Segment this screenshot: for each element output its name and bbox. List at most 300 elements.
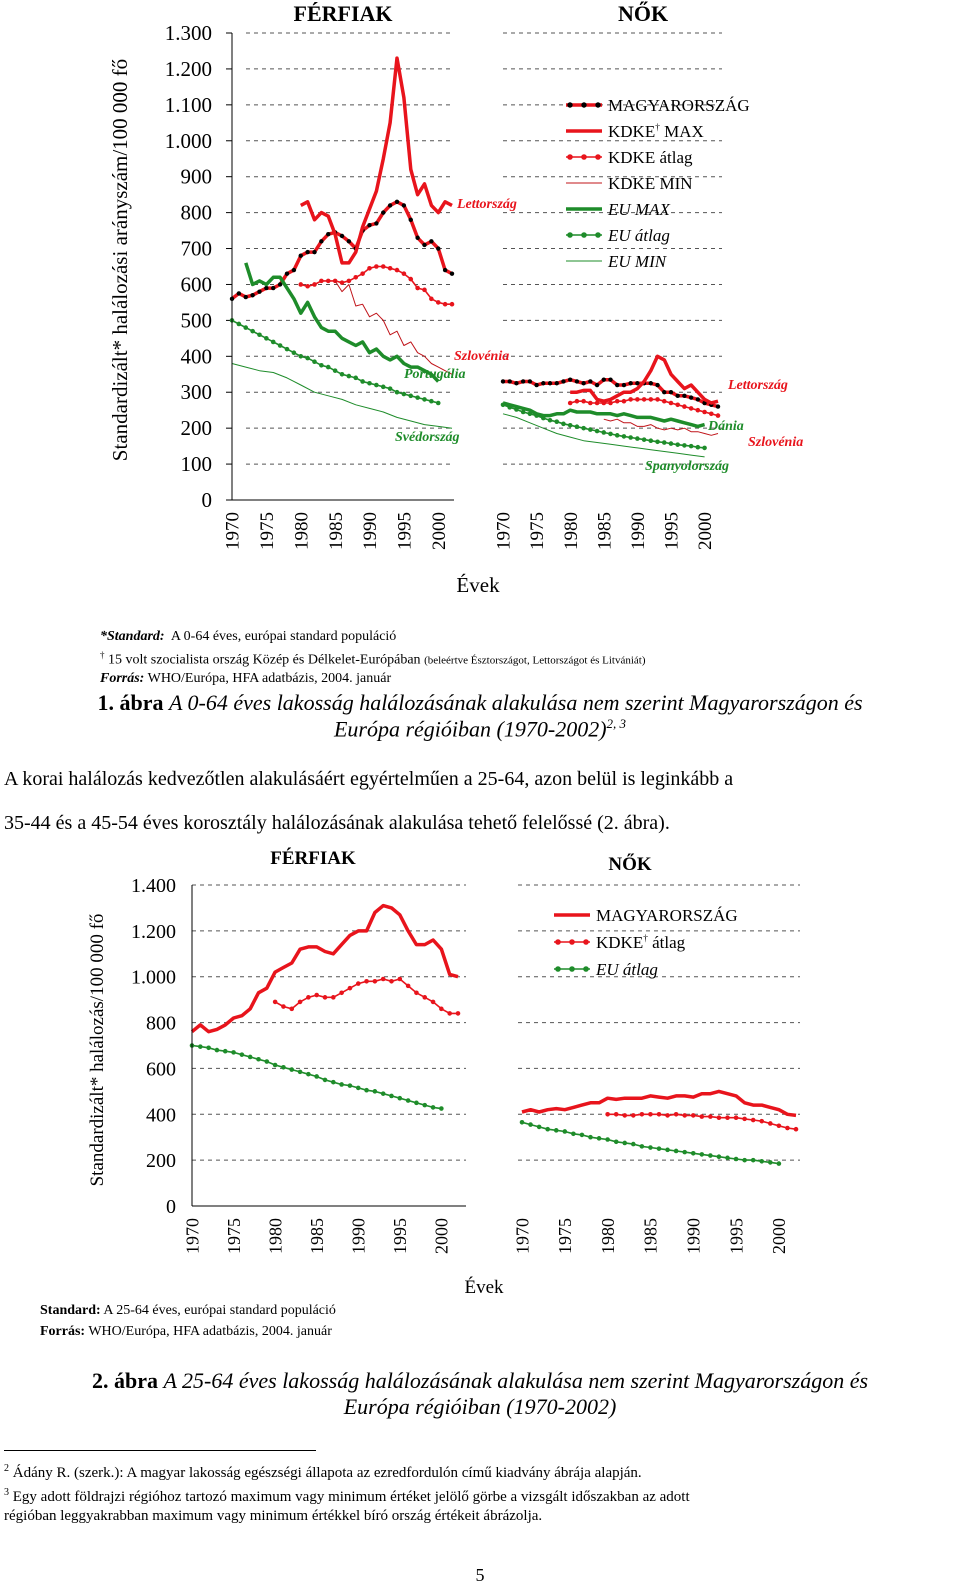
data-point-eu-tlag xyxy=(657,1146,662,1151)
data-point-eu-tlag xyxy=(292,350,297,355)
legend-marker xyxy=(581,102,586,107)
legend-label: KDKE MIN xyxy=(608,174,693,193)
data-point-magyarorsz-g xyxy=(675,394,679,398)
data-point-magyarorsz-g xyxy=(257,289,261,293)
fig2-xlabel: Évek xyxy=(464,1277,504,1298)
data-point-eu-tlag xyxy=(431,1105,436,1110)
data-point-kdke-tlag xyxy=(273,1000,278,1005)
data-point-kdke-tlag xyxy=(326,279,331,284)
data-point-kdke-tlag xyxy=(431,1000,436,1005)
data-point-kdke-tlag xyxy=(657,1112,662,1117)
data-point-magyarorsz-g xyxy=(250,293,254,297)
fig2-title-left: FÉRFIAK xyxy=(270,848,356,869)
data-point-magyarorsz-g xyxy=(285,271,289,275)
body-paragraph-line2: 35-44 és a 45-54 éves korosztály halálozásának alakulása tehető felelőssé (2. ábra). xyxy=(4,812,670,834)
y-tick-label: 1.400 xyxy=(131,875,176,897)
data-point-kdke-tlag xyxy=(406,984,411,989)
x-tick-label: 2000 xyxy=(769,1218,790,1254)
data-point-kdke-tlag xyxy=(439,1007,444,1012)
data-point-eu-tlag xyxy=(742,1158,747,1163)
data-point-kdke-tlag xyxy=(415,286,420,291)
data-point-eu-tlag xyxy=(568,423,573,428)
data-point-kdke-tlag xyxy=(456,1011,461,1016)
fig1-annot-svedorszag: Svédország xyxy=(395,430,460,445)
data-point-eu-tlag xyxy=(278,343,283,348)
data-point-magyarorsz-g xyxy=(367,223,371,227)
data-point-kdke-tlag xyxy=(414,990,419,995)
fig1-dagger-small: (beleértve Észtországot, Lettországot és Litvániát) xyxy=(424,654,646,667)
y-tick-label: 1.200 xyxy=(164,56,212,81)
data-point-magyarorsz-g xyxy=(696,397,700,401)
data-point-eu-tlag xyxy=(298,354,303,359)
series-line-eu-tlag xyxy=(522,1122,779,1163)
x-tick-label: 1990 xyxy=(348,1218,369,1254)
data-point-eu-tlag xyxy=(285,347,290,352)
legend-marker xyxy=(555,939,561,945)
data-point-eu-tlag xyxy=(381,1091,386,1096)
x-tick-label: 1995 xyxy=(390,1218,411,1254)
data-point-kdke-tlag xyxy=(708,1114,713,1119)
legend-label-rest: MAX xyxy=(659,122,704,141)
data-point-eu-tlag xyxy=(640,1144,645,1149)
data-point-magyarorsz-g xyxy=(662,390,666,394)
x-tick-label: 1985 xyxy=(640,1218,661,1254)
series-line-magyarorsz-g xyxy=(192,906,458,1032)
data-point-kdke-tlag xyxy=(305,284,310,289)
data-point-eu-tlag xyxy=(751,1158,756,1163)
data-point-eu-tlag xyxy=(248,1055,253,1060)
data-point-eu-tlag xyxy=(256,1057,261,1062)
footnote-separator xyxy=(4,1450,316,1451)
data-point-magyarorsz-g xyxy=(271,286,275,290)
data-point-kdke-tlag xyxy=(628,397,633,402)
data-point-eu-tlag xyxy=(649,438,654,443)
data-point-eu-tlag xyxy=(388,386,393,391)
data-point-eu-tlag xyxy=(215,1048,220,1053)
y-tick-label: 100 xyxy=(180,452,212,477)
data-point-kdke-tlag xyxy=(356,981,361,986)
fig2-standard-text: A 25-64 éves, európai standard populáció xyxy=(103,1303,336,1318)
data-point-eu-tlag xyxy=(250,329,255,334)
legend-label: EU MIN xyxy=(608,252,667,271)
fig2-standard-label: Standard: xyxy=(40,1303,101,1318)
data-point-magyarorsz-g xyxy=(602,377,606,381)
legend-marker xyxy=(567,102,572,107)
fig1-caption-text2: Európa régióiban (1970-2002) xyxy=(333,716,607,742)
data-point-eu-tlag xyxy=(675,442,680,447)
fig1-caption-text: A 0-64 éves lakosság halálozásának alakulása nem szerint Magyarországon és xyxy=(168,690,863,715)
x-tick-label: 1995 xyxy=(394,512,416,550)
y-tick-label: 800 xyxy=(180,200,212,225)
data-point-eu-tlag xyxy=(674,1149,679,1154)
x-tick-label: 1975 xyxy=(555,1218,576,1254)
legend-marker xyxy=(595,232,601,238)
y-tick-label: 500 xyxy=(180,308,212,333)
data-point-magyarorsz-g xyxy=(319,239,323,243)
data-point-eu-tlag xyxy=(348,1083,353,1088)
x-tick-label: 1980 xyxy=(291,512,313,550)
fig2-standard-note xyxy=(40,1303,336,1319)
data-point-eu-tlag xyxy=(381,385,386,390)
data-point-eu-tlag xyxy=(323,1078,328,1083)
y-tick-label: 800 xyxy=(146,1012,176,1035)
fig1-legend xyxy=(566,96,750,271)
data-point-magyarorsz-g xyxy=(608,377,612,381)
x-tick-label: 2000 xyxy=(695,512,717,550)
y-tick-label: 1.000 xyxy=(131,966,176,989)
fig1-source-text: WHO/Európa, HFA adatbázis, 2004. január xyxy=(147,671,392,686)
data-point-kdke-tlag xyxy=(402,271,407,276)
x-tick-label: 1975 xyxy=(257,512,279,550)
data-point-kdke-tlag xyxy=(785,1126,790,1131)
series-line-kdke-tlag xyxy=(275,979,458,1013)
legend-marker xyxy=(567,232,573,238)
fig1-caption-label: 1. ábra xyxy=(97,690,164,715)
series-line-kdke-max xyxy=(301,58,452,263)
data-point-eu-tlag xyxy=(561,422,566,427)
data-point-kdke-tlag xyxy=(422,995,427,1000)
data-point-kdke-tlag xyxy=(691,1113,696,1118)
legend-marker xyxy=(567,154,573,160)
fig1-title-left: FÉRFIAK xyxy=(293,1,393,26)
data-point-eu-tlag xyxy=(528,1122,533,1127)
data-point-magyarorsz-g xyxy=(682,394,686,398)
figure-1-caption xyxy=(0,690,960,742)
footnote-2-number: 2 xyxy=(4,1463,9,1474)
data-point-magyarorsz-g xyxy=(244,295,248,299)
legend-marker xyxy=(595,102,600,107)
data-point-magyarorsz-g xyxy=(628,381,632,385)
fig1-annot-szlovenia-f: Szlovénia xyxy=(748,435,804,450)
data-point-eu-tlag xyxy=(700,1152,705,1157)
data-point-kdke-tlag xyxy=(717,1115,722,1120)
data-point-eu-tlag xyxy=(231,1050,236,1055)
data-point-kdke-tlag xyxy=(447,1011,452,1016)
data-point-kdke-tlag xyxy=(702,410,707,415)
data-point-magyarorsz-g xyxy=(443,268,447,272)
data-point-kdke-tlag xyxy=(398,977,403,982)
data-point-eu-tlag xyxy=(364,1088,369,1093)
x-tick-label: 1990 xyxy=(683,1218,704,1254)
body-paragraph-line1: A korai halálozás kedvezőtlen alakulásáért egyértelműen a 25-64, azon belül is leginkább a xyxy=(4,768,734,790)
fig1-annot-spanyolorszag: Spanyolország xyxy=(645,459,730,474)
fig1-dagger-note: † 15 volt szocialista ország Közép és Délkelet-Európában (beleértve Észtországot, Lettországot és Litvániát) xyxy=(100,650,646,668)
data-point-eu-tlag xyxy=(265,1059,270,1064)
data-point-magyarorsz-g xyxy=(568,377,572,381)
data-point-eu-tlag xyxy=(725,1156,730,1161)
fig1-ylabel: Standardizált* halálozási arányszám/100 000 fő xyxy=(108,58,132,462)
legend-label: MAGYARORSZÁG xyxy=(596,906,738,925)
figure-2-caption xyxy=(0,1368,960,1420)
data-point-magyarorsz-g xyxy=(429,239,433,243)
data-point-kdke-tlag xyxy=(655,397,660,402)
legend-dagger: † xyxy=(643,934,648,944)
data-point-magyarorsz-g xyxy=(649,381,653,385)
x-tick-label: 1970 xyxy=(222,512,244,550)
x-tick-label: 1980 xyxy=(560,512,582,550)
y-tick-label: 0 xyxy=(201,488,212,512)
data-point-magyarorsz-g xyxy=(374,221,378,225)
x-tick-label: 1975 xyxy=(527,512,549,550)
legend-dagger: † xyxy=(655,123,660,133)
data-point-kdke-tlag xyxy=(436,300,441,305)
data-point-kdke-tlag xyxy=(319,279,324,284)
data-point-eu-tlag xyxy=(615,433,620,438)
data-point-magyarorsz-g xyxy=(299,254,303,258)
data-point-eu-tlag xyxy=(333,368,338,373)
fig2-caption-label: 2. ábra xyxy=(91,1368,158,1393)
y-tick-label: 700 xyxy=(180,236,212,261)
data-point-kdke-tlag xyxy=(347,279,352,284)
data-point-magyarorsz-g xyxy=(581,381,585,385)
y-tick-label: 400 xyxy=(180,344,212,369)
legend-label: EU MAX xyxy=(608,200,670,219)
data-point-kdke-tlag xyxy=(381,977,386,982)
data-point-eu-tlag xyxy=(429,399,434,404)
data-point-magyarorsz-g xyxy=(436,246,440,250)
data-point-kdke-tlag xyxy=(682,404,687,409)
legend-marker xyxy=(583,966,589,972)
y-tick-label: 200 xyxy=(146,1150,176,1173)
data-point-eu-tlag xyxy=(406,1098,411,1103)
data-point-kdke-tlag xyxy=(373,979,378,984)
data-point-eu-tlag xyxy=(373,1089,378,1094)
data-point-kdke-tlag xyxy=(289,1007,294,1012)
data-point-kdke-tlag xyxy=(374,264,379,269)
x-tick-label: 1990 xyxy=(628,512,650,550)
data-point-kdke-tlag xyxy=(312,282,317,287)
data-point-kdke-tlag xyxy=(429,297,434,302)
data-point-magyarorsz-g xyxy=(669,390,673,394)
data-point-eu-tlag xyxy=(642,437,647,442)
fig2-caption-text: A 25-64 éves lakosság halálozásának alakulása nem szerint Magyarországon és xyxy=(163,1368,869,1393)
x-tick-label: 2000 xyxy=(431,1218,452,1254)
fig1-source-label: Forrás: xyxy=(100,671,145,686)
data-point-kdke-tlag xyxy=(408,277,413,282)
data-point-eu-tlag xyxy=(273,1063,278,1068)
data-point-eu-tlag xyxy=(271,340,276,345)
legend-marker xyxy=(569,939,575,945)
legend-marker xyxy=(595,154,601,160)
data-point-eu-tlag xyxy=(415,395,420,400)
data-point-eu-tlag xyxy=(414,1101,419,1106)
data-point-kdke-tlag xyxy=(595,401,600,406)
figure-2-chart xyxy=(0,840,960,1300)
data-point-kdke-tlag xyxy=(381,264,386,269)
data-point-kdke-tlag xyxy=(333,279,338,284)
data-point-kdke-tlag xyxy=(298,282,303,287)
data-point-eu-tlag xyxy=(563,1129,568,1134)
data-point-eu-tlag xyxy=(507,405,512,410)
data-point-kdke-tlag xyxy=(367,266,372,271)
legend-marker xyxy=(555,966,561,972)
data-point-kdke-tlag xyxy=(364,979,369,984)
y-tick-label: 600 xyxy=(180,272,212,297)
data-point-eu-tlag xyxy=(436,401,441,406)
data-point-magyarorsz-g xyxy=(588,379,592,383)
page-number: 5 xyxy=(475,1565,485,1585)
data-point-kdke-tlag xyxy=(443,302,448,307)
data-point-eu-tlag xyxy=(622,1141,627,1146)
data-point-eu-tlag xyxy=(501,403,506,408)
data-point-kdke-tlag xyxy=(601,401,606,406)
legend-marker xyxy=(583,939,589,945)
data-point-kdke-tlag xyxy=(725,1115,730,1120)
x-tick-label: 1995 xyxy=(661,512,683,550)
data-point-eu-tlag xyxy=(439,1106,444,1111)
data-point-eu-tlag xyxy=(631,1142,636,1147)
legend-marker xyxy=(581,154,587,160)
data-point-eu-tlag xyxy=(571,1131,576,1136)
footnote-3-number: 3 xyxy=(4,1487,9,1498)
data-point-magyarorsz-g xyxy=(622,383,626,387)
data-point-eu-tlag xyxy=(702,446,707,451)
data-point-eu-tlag xyxy=(691,1151,696,1156)
data-point-magyarorsz-g xyxy=(501,379,505,383)
data-point-kdke-tlag xyxy=(648,1112,653,1117)
y-tick-label: 1.000 xyxy=(164,128,212,153)
legend-label: EU átlag xyxy=(596,960,658,979)
data-point-eu-tlag xyxy=(402,392,407,397)
data-point-kdke-tlag xyxy=(605,1112,610,1117)
data-point-kdke-tlag xyxy=(649,397,654,402)
y-tick-label: 300 xyxy=(180,380,212,405)
data-point-magyarorsz-g xyxy=(450,271,454,275)
data-point-eu-tlag xyxy=(622,434,627,439)
data-point-eu-tlag xyxy=(356,1086,361,1091)
data-point-kdke-tlag xyxy=(742,1117,747,1122)
data-point-kdke-tlag xyxy=(588,401,593,406)
fig1-dagger-text: 15 volt szocialista ország Közép és Délkelet-Európában xyxy=(108,652,421,668)
data-point-kdke-tlag xyxy=(768,1121,773,1126)
footnote-3-continued: régióban leggyakrabban maximum vagy minimum értékkel bíró ország értékeit ábrázolja. xyxy=(4,1508,543,1524)
data-point-magyarorsz-g xyxy=(528,379,532,383)
data-point-eu-tlag xyxy=(289,1067,294,1072)
data-point-eu-tlag xyxy=(597,1136,602,1141)
data-point-kdke-tlag xyxy=(614,1112,619,1117)
data-point-eu-tlag xyxy=(206,1045,211,1050)
data-point-eu-tlag xyxy=(360,379,365,384)
data-point-eu-tlag xyxy=(298,1070,303,1075)
data-point-magyarorsz-g xyxy=(561,379,565,383)
data-point-eu-tlag xyxy=(662,440,667,445)
data-point-magyarorsz-g xyxy=(689,395,693,399)
data-point-kdke-tlag xyxy=(306,995,311,1000)
data-point-kdke-tlag xyxy=(622,399,627,404)
data-point-eu-tlag xyxy=(422,1103,427,1108)
data-point-kdke-tlag xyxy=(794,1127,799,1132)
x-tick-label: 1995 xyxy=(726,1218,747,1254)
data-point-eu-tlag xyxy=(198,1044,203,1049)
data-point-kdke-tlag xyxy=(348,986,353,991)
data-point-eu-tlag xyxy=(648,1145,653,1150)
data-point-eu-tlag xyxy=(514,407,519,412)
data-point-eu-tlag xyxy=(605,1137,610,1142)
x-tick-label: 1990 xyxy=(360,512,382,550)
data-point-eu-tlag xyxy=(339,1082,344,1087)
data-point-magyarorsz-g xyxy=(508,379,512,383)
y-tick-label: 200 xyxy=(180,416,212,441)
data-point-eu-tlag xyxy=(548,418,553,423)
fig2-source-label: Forrás: xyxy=(40,1324,86,1339)
data-point-magyarorsz-g xyxy=(521,379,525,383)
data-point-kdke-tlag xyxy=(581,399,586,404)
fig1-standard-note xyxy=(100,629,396,645)
data-point-eu-tlag xyxy=(314,1074,319,1079)
data-point-magyarorsz-g xyxy=(292,268,296,272)
fig1-annot-dania: Dánia xyxy=(708,419,744,434)
data-point-magyarorsz-g xyxy=(347,239,351,243)
fig1-standard-label: *Standard: xyxy=(100,629,165,644)
data-point-eu-tlag xyxy=(326,365,331,370)
series-line-magyarorsz-g xyxy=(522,1091,796,1115)
fig1-annot-lettorszag-m: Lettország xyxy=(457,197,517,212)
data-point-eu-tlag xyxy=(389,1094,394,1099)
data-point-eu-tlag xyxy=(306,1072,311,1077)
legend-marker xyxy=(581,232,587,238)
x-tick-label: 2000 xyxy=(428,512,450,550)
data-point-kdke-tlag xyxy=(340,280,345,285)
data-point-kdke-tlag xyxy=(709,411,714,416)
data-point-kdke-tlag xyxy=(281,1004,286,1009)
data-point-kdke-tlag xyxy=(642,397,647,402)
fig2-source-text: WHO/Európa, HFA adatbázis, 2004. január xyxy=(88,1324,332,1339)
data-point-eu-tlag xyxy=(575,424,580,429)
data-point-kdke-tlag xyxy=(734,1115,739,1120)
legend-marker xyxy=(569,966,575,972)
data-point-eu-tlag xyxy=(257,332,262,337)
data-point-eu-tlag xyxy=(655,440,660,445)
fig1-annot-lettorszag-f: Lettország xyxy=(728,378,788,393)
y-tick-label: 1.300 xyxy=(164,21,212,45)
data-point-magyarorsz-g xyxy=(395,200,399,204)
x-tick-label: 1985 xyxy=(325,512,347,550)
fig2-ylabel: Standardizált* halálozás/100 000 fő xyxy=(87,913,108,1187)
data-point-eu-tlag xyxy=(367,381,372,386)
x-tick-label: 1985 xyxy=(594,512,616,550)
data-point-magyarorsz-g xyxy=(409,218,413,222)
fig2-source-note xyxy=(40,1324,332,1340)
data-point-kdke-tlag xyxy=(777,1123,782,1128)
data-point-kdke-tlag xyxy=(674,1112,679,1117)
y-tick-label: 1.200 xyxy=(131,920,176,943)
x-tick-label: 1970 xyxy=(493,512,515,550)
data-point-magyarorsz-g xyxy=(237,291,241,295)
data-point-magyarorsz-g xyxy=(264,286,268,290)
data-point-eu-tlag xyxy=(601,430,606,435)
data-point-eu-tlag xyxy=(628,435,633,440)
data-point-eu-tlag xyxy=(608,432,613,437)
y-tick-label: 0 xyxy=(166,1196,176,1218)
data-point-eu-tlag xyxy=(520,1120,525,1125)
data-point-eu-tlag xyxy=(347,374,352,379)
data-point-eu-tlag xyxy=(537,1125,542,1130)
data-point-eu-tlag xyxy=(777,1161,782,1166)
data-point-eu-tlag xyxy=(223,1049,228,1054)
data-point-kdke-tlag xyxy=(388,266,393,271)
fig1-xlabel: Évek xyxy=(456,573,500,597)
fig1-source-note xyxy=(100,671,391,687)
data-point-magyarorsz-g xyxy=(388,203,392,207)
data-point-kdke-tlag xyxy=(716,413,721,418)
data-point-eu-tlag xyxy=(554,419,559,424)
data-point-eu-tlag xyxy=(696,445,701,450)
data-point-eu-tlag xyxy=(408,394,413,399)
fig2-caption-text2: Európa régióiban (1970-2002) xyxy=(343,1394,617,1419)
series-line-kdke-max xyxy=(570,356,718,403)
data-point-eu-tlag xyxy=(717,1154,722,1159)
data-point-kdke-tlag xyxy=(622,1113,627,1118)
